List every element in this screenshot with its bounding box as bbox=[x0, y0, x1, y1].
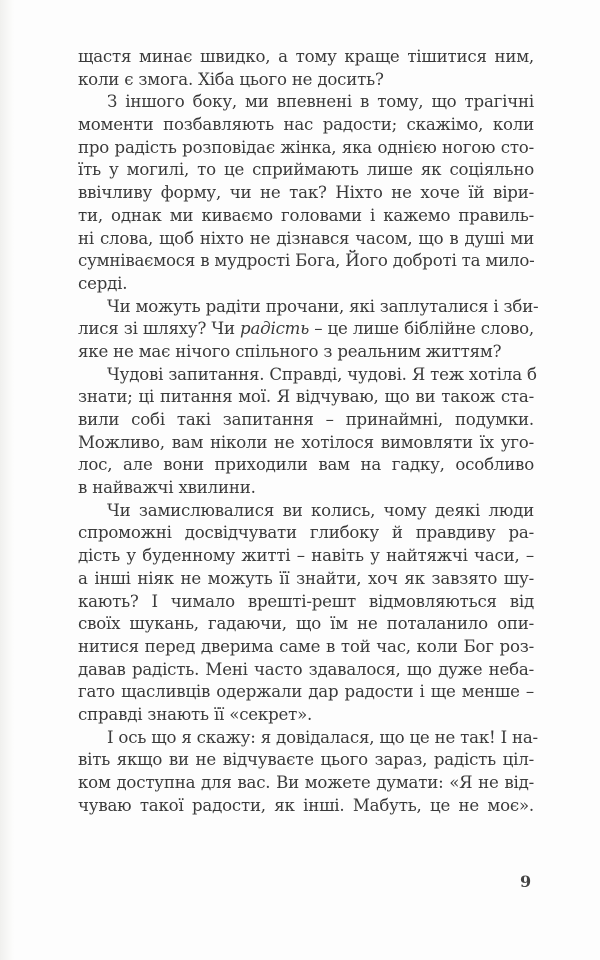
text-line: ком доступна для вас. Ви можете думати: «Я не від- bbox=[78, 773, 534, 792]
text-line: Чи можуть радіти прочани, які заплуталися і зби- bbox=[107, 296, 539, 316]
text-line: І ось що я скажу: я довідалася, що це не так! І на- bbox=[107, 727, 538, 747]
paragraph bbox=[78, 727, 538, 818]
text-line: віть якщо ви не відчуваєте цього зараз, радість ціл- bbox=[78, 750, 534, 770]
paragraph bbox=[78, 364, 537, 500]
paragraph bbox=[78, 46, 534, 91]
text-line: спроможні досвідчувати глибоку й правдиву ра- bbox=[78, 523, 534, 543]
text-line: а інші ніяк не можуть її знайти, хоч як завзято шу- bbox=[78, 568, 534, 588]
text-line: моменти позбавляють нас радости; скажімо, коли bbox=[78, 115, 534, 135]
text-line: знати; ці питання мої. Я відчуваю, що ви також ста- bbox=[78, 387, 534, 407]
text-line: своїх шукань, гадаючи, що їм не поталанило опи- bbox=[78, 614, 534, 634]
text-line: справді знають її «секрет». bbox=[78, 704, 313, 724]
text-line: яке не має нічого спільного з реальним життям? bbox=[78, 341, 502, 361]
text-line: дість у буденному житті – навіть у найтяжчі часи, – bbox=[78, 546, 534, 566]
text-line: сумніваємося в мудрості Бога, Його доброті та мило- bbox=[78, 251, 535, 271]
text-line: Чудові запитання. Справді, чудові. Я теж хотіла б bbox=[107, 364, 537, 384]
page-number: 9 bbox=[520, 872, 532, 891]
text-line: їть у могилі, то це сприймають лише як соціяльно bbox=[78, 160, 534, 180]
text-line: Можливо, вам ніколи не хотілося вимовляти їх уго- bbox=[78, 432, 534, 452]
text-line: чуваю такої радости, як інші. Мабуть, це не моє». bbox=[78, 795, 534, 815]
text-line: коли є змога. Хіба цього не досить? bbox=[78, 69, 384, 89]
text-segment: лися зі шляху? Чи bbox=[78, 319, 241, 339]
text-segment: – це лише біблійне слово, bbox=[309, 319, 534, 339]
text-line: про радість розповідає жінка, яка однією ногою сто- bbox=[78, 137, 534, 157]
text-line: щастя минає швидко, а тому краще тішитися ним, bbox=[78, 47, 534, 66]
paragraph bbox=[78, 91, 534, 295]
text-line: давав радість. Мені часто здавалося, що дуже неба- bbox=[78, 659, 534, 679]
text-line: в найважчі хвилини. bbox=[78, 478, 256, 498]
text-line: вили собі такі запитання – принаймні, подумки. bbox=[78, 410, 534, 429]
text-line bbox=[78, 318, 534, 341]
text-line: ти, однак ми киваємо головами і кажемо правиль- bbox=[78, 205, 534, 225]
emphasized-word: радість bbox=[240, 319, 310, 339]
text-line: лос, але вони приходили вам на гадку, особливо bbox=[78, 455, 534, 475]
text-line: серді. bbox=[78, 273, 128, 293]
text-line: ні слова, щоб ніхто не дізнався часом, що в душі ми bbox=[78, 228, 534, 248]
paragraph bbox=[78, 500, 534, 727]
paragraph bbox=[78, 296, 539, 364]
text-line: З іншого боку, ми впевнені в тому, що трагічні bbox=[107, 92, 534, 112]
text-line: гато щасливців одержали дар радости і ще менше – bbox=[78, 682, 534, 702]
text-line: кають? І чимало врешті-решт відмовляються від bbox=[78, 591, 534, 611]
text-line: ввічливу форму, чи не так? Ніхто не хоче їй віри- bbox=[78, 183, 534, 203]
text-line: нитися перед дверима саме в той час, коли Бог роз- bbox=[78, 636, 534, 656]
book-page-text bbox=[78, 46, 539, 817]
text-line: Чи замислювалися ви колись, чому деякі люди bbox=[107, 500, 534, 520]
scan-edge-shadow bbox=[0, 0, 14, 960]
